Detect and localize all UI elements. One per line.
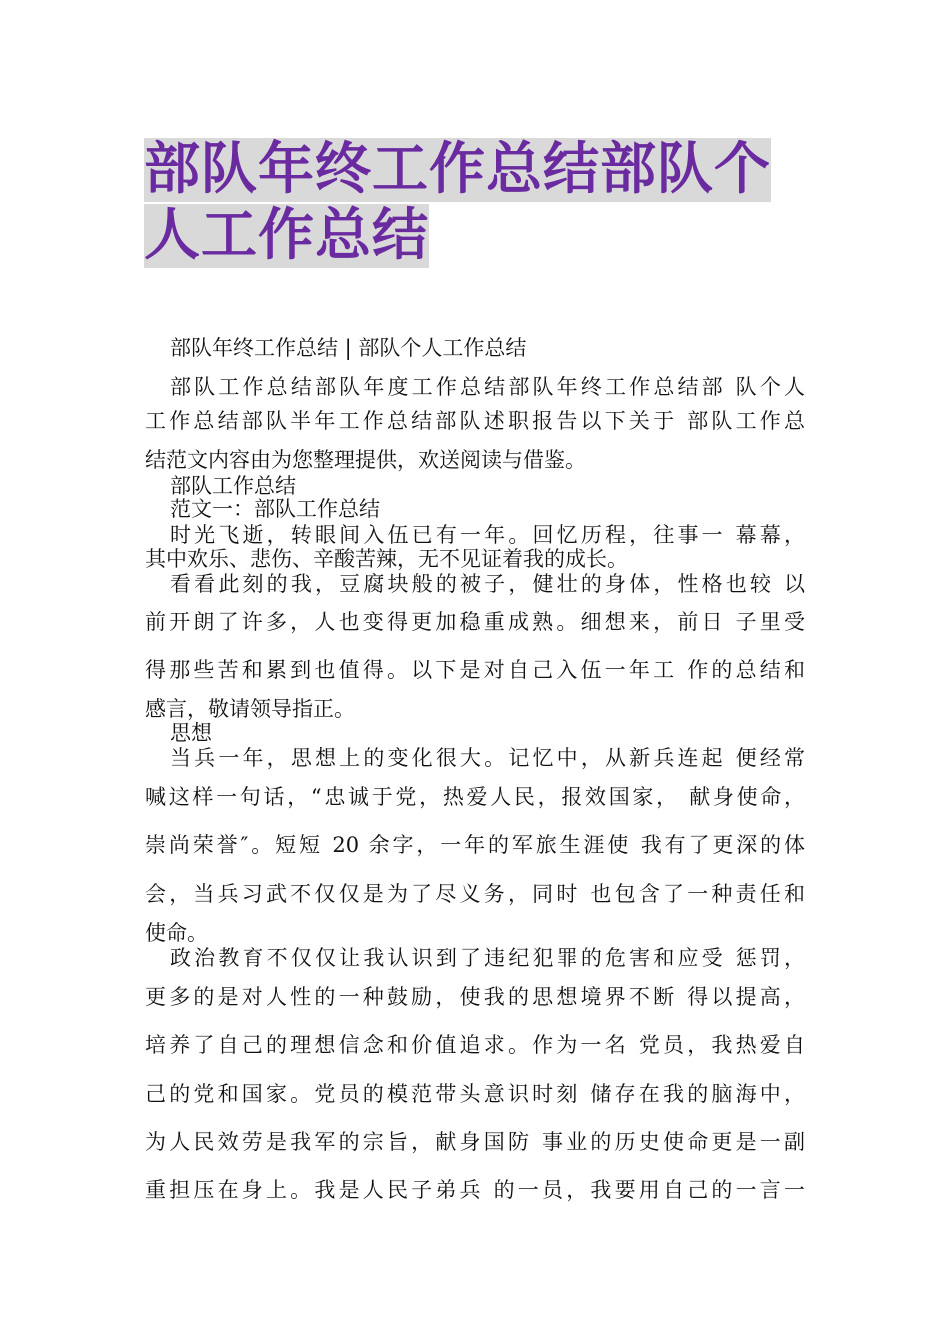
body-line: 己的党和国家。党员的模范带头意识时刻 储存在我的脑海中， [145,1082,805,1106]
body-line: 结范文内容由为您整理提供，欢送阅读与借鉴。 [145,448,586,472]
body-line: 会，当兵习武不仅仅是为了尽义务，同时 也包含了一种责任和 [145,882,805,906]
body-line: 时光飞逝，转眼间入伍已有一年。回忆历程，往事一 幕幕， [170,523,805,547]
body-line: 政治教育不仅仅让我认识到了违纪犯罪的危害和应受 惩罚， [170,946,805,970]
body-line: 当兵一年，思想上的变化很大。记忆中，从新兵连起 便经常 [170,746,805,770]
body-line: 培养了自己的理想信念和价值追求。作为一名 党员，我热爱自 [145,1033,805,1057]
section-heading: 范文一：部队工作总结 [170,497,380,521]
body-line: 喊这样一句话，“忠诚于党，热爱人民，报效国家， 献身使命， [145,785,805,809]
body-line: 工作总结部队半年工作总结部队述职报告以下关于 部队工作总 [145,409,805,433]
body-line: 其中欢乐、悲伤、辛酸苦辣，无不见证着我的成长。 [145,547,628,571]
body-line: 部队工作总结部队年度工作总结部队年终工作总结部 队个人 [170,375,805,399]
body-line: 崇尚荣誉″。短短 20 余字，一年的军旅生涯使 我有了更深的体 [145,833,805,857]
body-line: 使命。 [145,921,208,945]
body-line: 前开朗了许多，人也变得更加稳重成熟。细想来，前日 子里受 [145,610,805,634]
subtitle-line: 部队年终工作总结 | 部队个人工作总结 [170,336,527,360]
body-line: 看看此刻的我，豆腐块般的被子，健壮的身体，性格也较 以 [170,572,805,596]
section-heading: 部队工作总结 [170,474,296,498]
section-heading: 思想 [170,721,212,745]
body-line: 重担压在身上。我是人民子弟兵 的一员，我要用自己的一言一 [145,1178,805,1202]
body-line: 更多的是对人性的一种鼓励，使我的思想境界不断 得以提高， [145,985,805,1009]
body-line: 为人民效劳是我军的宗旨，献身国防 事业的历史使命更是一副 [145,1130,805,1154]
document-title-line-1: 部队年终工作总结部队个 [144,137,771,202]
body-line: 感言，敬请领导指正。 [145,697,355,721]
document-title-line-2: 人工作总结 [144,203,429,268]
body-line: 得那些苦和累到也值得。以下是对自己入伍一年工 作的总结和 [145,658,805,682]
